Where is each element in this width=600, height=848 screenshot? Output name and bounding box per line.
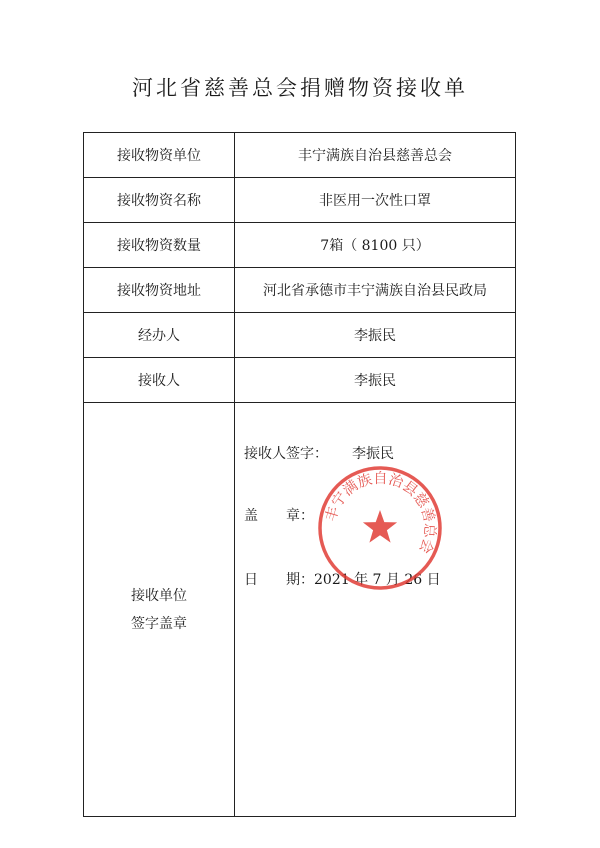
date-value: 2021 年 7 月 26 日: [314, 572, 441, 588]
signature-label-line1: 接收单位: [131, 587, 187, 604]
signer-line: [244, 443, 394, 463]
row-value: 丰宁满族自治县慈善总会: [235, 133, 516, 178]
seal-label: 盖 章：: [244, 508, 314, 524]
row-label: 接收物资数量: [84, 223, 235, 268]
row-value: 7箱（ 8100 只）: [235, 223, 516, 268]
receipt-table: [83, 132, 516, 817]
row-value: 李振民: [235, 358, 516, 403]
row-label: 接收物资地址: [84, 268, 235, 313]
table-row: [84, 178, 516, 223]
official-seal-stamp: [317, 465, 443, 591]
seal-line: [244, 505, 314, 525]
row-value: 非医用一次性口罩: [235, 178, 516, 223]
row-label: 接收物资单位: [84, 133, 235, 178]
table-row: [84, 223, 516, 268]
row-value: 李振民: [235, 313, 516, 358]
table-row: [84, 313, 516, 358]
row-value: 河北省承德市丰宁满族自治县民政局: [235, 268, 516, 313]
signature-cell: [235, 403, 516, 817]
signer-label: 接收人签字：: [244, 446, 328, 462]
table-row: [84, 358, 516, 403]
table-row: [84, 268, 516, 313]
signature-row: [84, 403, 516, 817]
signature-label-cell: [84, 403, 235, 817]
row-label: 接收物资名称: [84, 178, 235, 223]
row-label: 经办人: [84, 313, 235, 358]
signer-name: 李振民: [352, 446, 394, 462]
seal-text: 丰宁满族自治县慈善总会: [323, 470, 438, 556]
signature-label-line2: 签字盖章: [131, 615, 187, 632]
document-title: 河北省慈善总会捐赠物资接收单: [132, 76, 468, 100]
seal-star-icon: [363, 510, 397, 543]
date-label: 日 期：: [244, 572, 314, 588]
row-label: 接收人: [84, 358, 235, 403]
table-row: [84, 133, 516, 178]
